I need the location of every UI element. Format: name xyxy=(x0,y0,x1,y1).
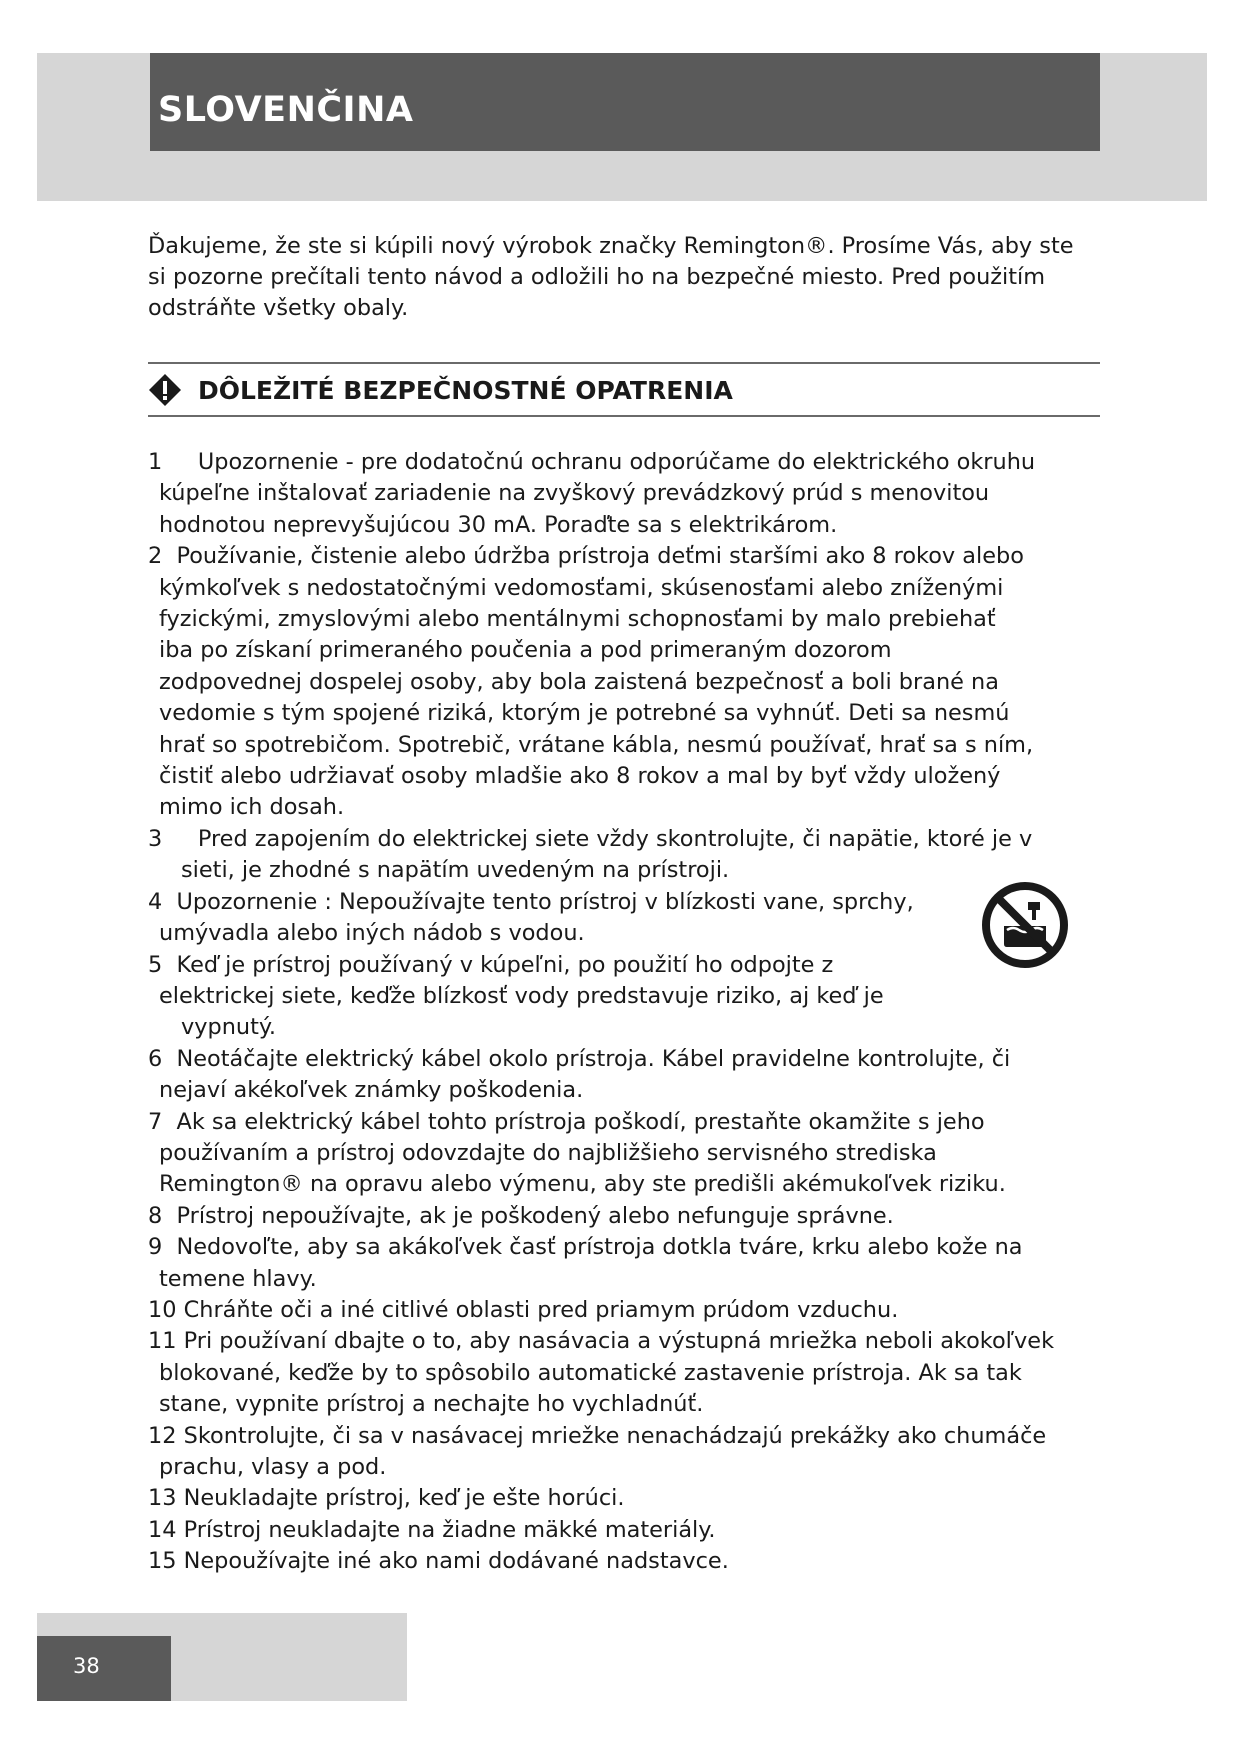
list-item: 15 Nepoužívajte iné ako nami dodávané nadstavce. xyxy=(148,1548,729,1575)
section-rule-top xyxy=(148,362,1100,364)
list-item: 13 Neukladajte prístroj, keď je ešte horúci. xyxy=(148,1485,625,1512)
list-item: 6 Neotáčajte elektrický kábel okolo prístroja. Kábel pravidelne kontrolujte, či nejaví akékoľvek známky poškodenia. xyxy=(148,1045,1011,1104)
list-item: 4 Upozornenie : Nepoužívajte tento prístroj v blízkosti vane, sprchy, umývadla alebo iných nádob s vodou. xyxy=(148,888,914,947)
list-item: 10 Chráňte oči a iné citlivé oblasti pred priamym prúdom vzduchu. xyxy=(148,1296,899,1323)
list-item: 9 Nedovoľte, aby sa akákoľvek časť prístroja dotkla tváre, krku alebo kože na temene hlavy. xyxy=(148,1234,1023,1292)
list-item: 11 Pri používaní dbajte o to, aby nasávacia a výstupná mriežka neboli akokoľvek blokované, keďže by to spôsobilo automatické zastavenie prístroja. Ak sa tak stane, vypnite prístroj a nechajte ho vychladnúť. xyxy=(148,1328,1055,1418)
list-item: 3 Pred zapojením do elektrickej siete vždy skontrolujte, či napätie, ktoré je v sieti, je zhodné s napätím uvedeným na prístroji. xyxy=(148,825,1033,884)
section-heading xyxy=(148,370,733,410)
no-use-near-water-icon xyxy=(980,880,1070,970)
list-item: 2 Používanie, čistenie alebo údržba prístroja deťmi staršími ako 8 rokov alebo kýmkoľvek s nedostatočnými vedomosťami, skúsenosťami alebo zníženými fyzickými, zmyslovými alebo mentálnymi schopnosťami by malo prebiehať iba po získaní primeraného poučenia a pod primeraným dozorom zodpovednej dospelej osoby, aby bola zaistená bezpečnosť a boli brané na vedomie s tým spojené riziká, ktorým je potrebné sa vyhnúť. Deti sa nesmú hrať so spotrebičom. Spotrebič, vrátane kábla, nesmú používať, hrať sa s ním, čistiť alebo udržiavať osoby mladšie ako 8 rokov a mal by byť vždy uložený mimo ich dosah. xyxy=(148,543,1034,821)
page-number: 38 xyxy=(73,1654,100,1678)
section-rule-bottom xyxy=(148,415,1100,417)
page-number-box xyxy=(37,1636,171,1701)
intro-paragraph: Ďakujeme, že ste si kúpili nový výrobok značky Remington®. Prosíme Vás, aby ste si pozorne prečítali tento návod a odložili ho na bezpečné miesto. Pred použitím odstráňte všetky obaly. xyxy=(148,233,1074,321)
list-item: 7 Ak sa elektrický kábel tohto prístroja poškodí, prestaňte okamžite s jeho používaním a prístroj odovzdajte do najbližšieho servisného strediska Remington® na opravu alebo výmenu, aby ste predišli akémukoľvek riziku. xyxy=(148,1108,1006,1198)
list-item: 5 Keď je prístroj používaný v kúpeľni, po použití ho odpojte z elektrickej siete, keďže blízkosť vody predstavuje riziko, aj keď je vypnutý. xyxy=(148,951,884,1041)
list-item: 8 Prístroj nepoužívajte, ak je poškodený alebo nefunguje správne. xyxy=(148,1202,894,1229)
safety-list xyxy=(148,447,1088,1578)
list-item: 14 Prístroj neukladajte na žiadne mäkké materiály. xyxy=(148,1516,716,1543)
list-item: 12 Skontrolujte, či sa v nasávacej mriežke nenachádzajú prekážky ako chumáče prachu, vlasy a pod. xyxy=(148,1422,1047,1480)
warning-diamond-icon xyxy=(148,373,182,407)
language-header xyxy=(150,53,1100,151)
language-title: SLOVENČINA xyxy=(158,90,414,130)
list-item: 1 Upozornenie - pre dodatočnú ochranu odporúčame do elektrického okruhu kúpeľne inštalovať zariadenie na zvyškový prevádzkový prúd s menovitou hodnotou neprevyšujúcou 30 mA. Poraďte sa s elektrikárom. xyxy=(148,449,1036,538)
section-title: DÔLEŽITÉ BEZPEČNOSTNÉ OPATRENIA xyxy=(198,375,733,405)
